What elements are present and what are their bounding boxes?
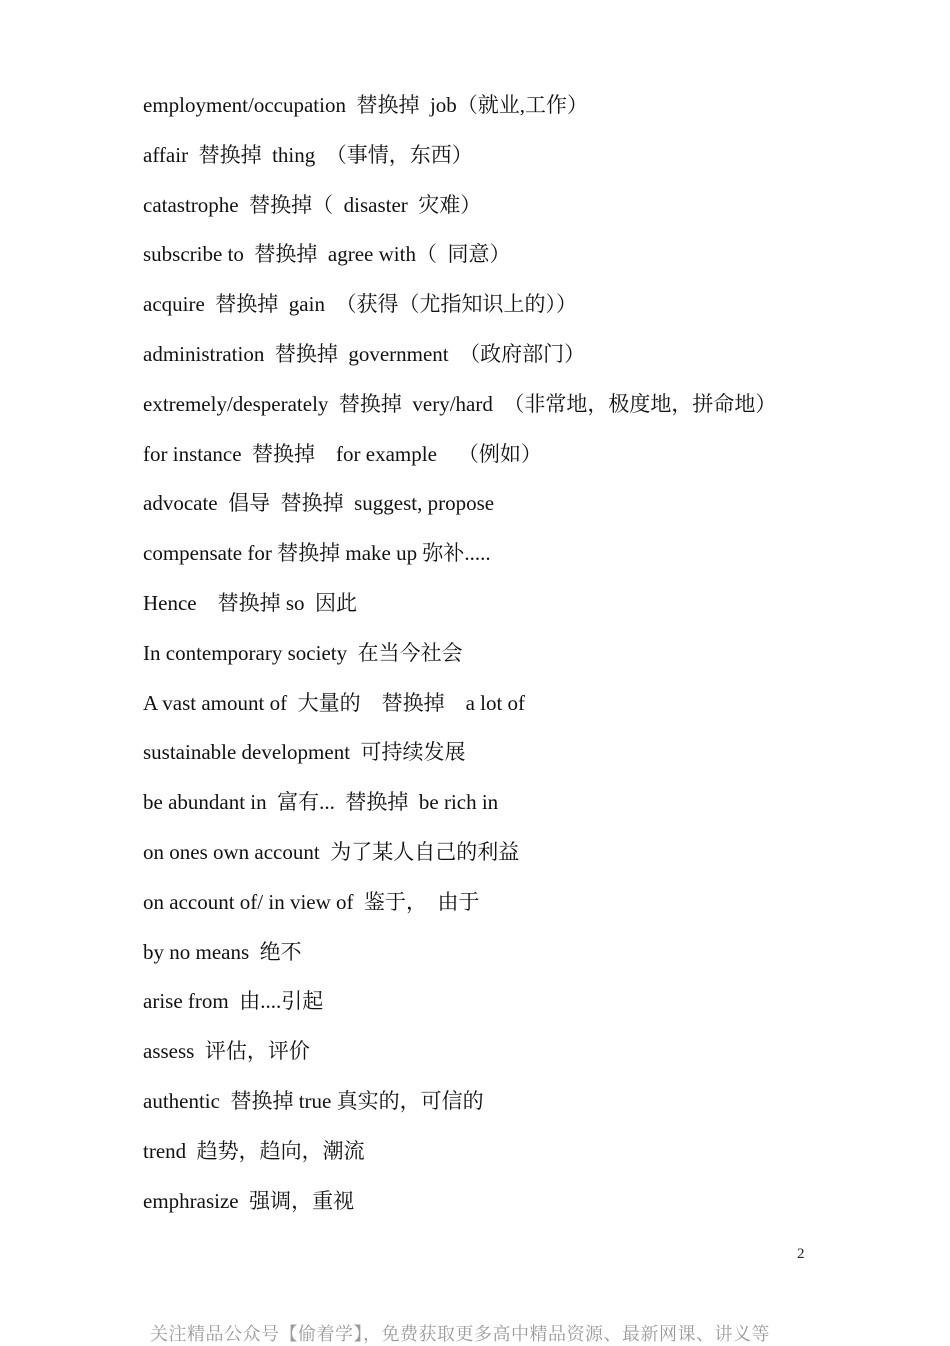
vocab-line: subscribe to 替换掉 agree with（ 同意） (143, 242, 511, 267)
footer-promo-text: 关注精品公众号【偷着学】，免费获取更多高中精品资源、最新网课、讲义等 (150, 1324, 770, 1344)
vocab-line: arise from 由....引起 (143, 989, 324, 1014)
vocab-line: In contemporary society 在当今社会 (143, 640, 463, 665)
vocabulary-list (143, 88, 863, 1233)
vocab-line: by no means 绝不 (143, 939, 302, 964)
vocab-line: be abundant in 富有... 替换掉 be rich in (143, 790, 499, 815)
vocab-line: on account of/ in view of 鉴于， 由于 (143, 889, 480, 914)
vocab-line: emphrasize 强调，重视 (143, 1188, 355, 1213)
vocab-line: sustainable development 可持续发展 (143, 740, 466, 765)
vocab-line: on ones own account 为了某人自己的利益 (143, 839, 520, 864)
vocab-line: employment/occupation 替换掉 job（就业,工作） (143, 93, 589, 117)
vocab-line: assess 评估，评价 (143, 1039, 310, 1064)
vocab-line: compensate for 替换掉 make up 弥补..... (143, 541, 491, 566)
vocab-line: acquire 替换掉 gain （获得（尤指知识上的）） (143, 292, 577, 317)
page-number: 2 (797, 1246, 805, 1262)
vocab-line: Hence 替换掉 so 因此 (143, 590, 358, 615)
vocab-line: for instance 替换掉 for example （例如） (143, 441, 542, 466)
vocab-line: trend 趋势，趋向，潮流 (143, 1138, 365, 1163)
vocab-line: authentic 替换掉 true 真实的，可信的 (143, 1088, 484, 1113)
vocab-line: administration 替换掉 government （政府部门） (143, 341, 586, 366)
vocab-line: A vast amount of 大量的 替换掉 a lot of (143, 690, 526, 715)
vocab-line: catastrophe 替换掉（ disaster 灾难） (143, 192, 482, 217)
vocab-line: advocate 倡导 替换掉 suggest, propose (143, 491, 495, 516)
vocab-line: extremely/desperately 替换掉 very/hard （非常地，极度地，拼命地） (143, 391, 777, 416)
vocab-line: affair 替换掉 thing （事情，东西） (143, 142, 473, 167)
